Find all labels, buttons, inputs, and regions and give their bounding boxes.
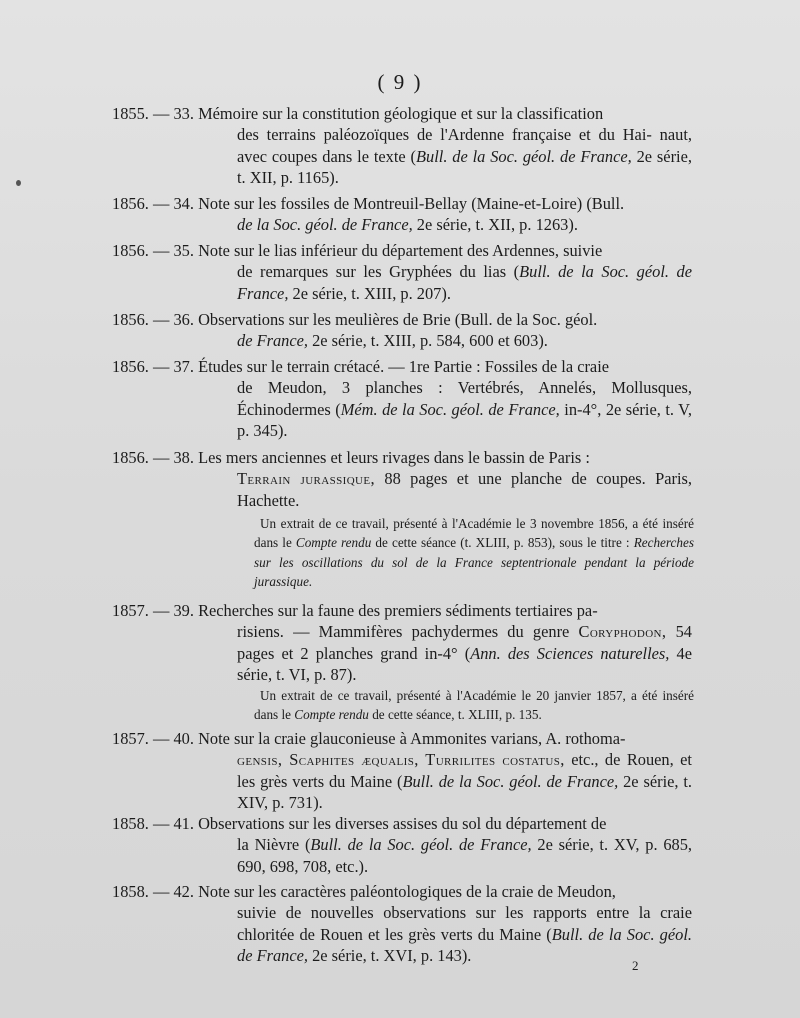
entry-first-line: 1856. — 35. Note sur le lias inférieur du département des Ardennes, suivie xyxy=(112,241,603,260)
entry-first-line: 1857. — 39. Recherches sur la faune des premiers sédiments tertiaires pa- xyxy=(112,601,598,620)
entry-first-line: 1858. — 42. Note sur les caractères paléontologiques de la craie de Meudon, xyxy=(112,882,616,901)
entry-continuation: la Nièvre (Bull. de la Soc. géol. de France, 2e série, t. XV, p. 685, 690, 698, 708, etc.). xyxy=(237,835,693,876)
entry-first-line: 1856. — 36. Observations sur les meulières de Brie (Bull. de la Soc. géol. xyxy=(112,310,598,329)
entry-continuation: Terrain jurassique, 88 pages et une planche de coupes. Paris, Hachette. xyxy=(237,469,692,510)
page-number: ( 9 ) xyxy=(377,70,423,94)
bibliography-entry xyxy=(112,728,692,813)
entry-continuation: gensis, Scaphites æqualis, Turrilites costatus, etc., de Rouen, et les grès verts du Maine (Bull. de la Soc. géol. de France, 2e série, t. XIV, p. 731). xyxy=(237,750,693,812)
entry-continuation: suivie de nouvelles observations sur les rapports entre la craie chloritée de Rouen et les grès verts du Maine (Bull. de la Soc. géol. de France, 2e série, t. XVI, p. 143). xyxy=(237,903,693,965)
bibliography-entry xyxy=(112,193,692,236)
entry-first-line: 1856. — 38. Les mers anciennes et leurs rivages dans le bassin de Paris : xyxy=(112,448,590,467)
entry-continuation: risiens. — Mammifères pachydermes du genre Coryphodon, 54 pages et 2 planches grand in-4° (Ann. des Sciences naturelles, 4e série, t. VI, p. 87). xyxy=(237,622,692,684)
bibliography-entry xyxy=(112,881,692,966)
entry-first-line: 1855. — 33. Mémoire sur la constitution géologique et sur la classification xyxy=(112,104,604,123)
bibliography-entry xyxy=(112,240,692,304)
entry-first-line: 1856. — 34. Note sur les fossiles de Montreuil-Bellay (Maine-et-Loire) (Bull. xyxy=(112,194,625,213)
bibliography-entry xyxy=(112,103,692,188)
bibliography-entry xyxy=(112,309,692,352)
entry-note: Un extrait de ce travail, présenté à l'Académie le 3 novembre 1856, a été inséré dans le Compte rendu de cette séance (t. XLIII, p. 853), sous le titre : Recherches sur les oscillations du sol de la France septentrionale pendant la période jurassique. xyxy=(254,516,694,589)
entry-continuation: de remarques sur les Gryphées du lias (Bull. de la Soc. géol. de France, 2e série, t. XIII, p. 207). xyxy=(237,262,692,303)
entry-first-line: 1857. — 40. Note sur la craie glauconieuse à Ammonites varians, A. rothoma- xyxy=(112,729,626,748)
entry-note: Un extrait de ce travail, présenté à l'Académie le 20 janvier 1857, a été inséré dans le Compte rendu de cette séance, t. XLIII, p. 135. xyxy=(254,688,694,723)
bibliography-entry xyxy=(112,813,692,877)
entry-continuation: des terrains paléozoïques de l'Ardenne française et du Hai- naut, avec coupes dans le texte (Bull. de la Soc. géol. de France, 2e série, t. XII, p. 1165). xyxy=(237,125,692,187)
entry-first-line: 1858. — 41. Observations sur les diverses assises du sol du département de xyxy=(112,814,607,833)
entry-first-line: 1856. — 37. Études sur le terrain crétacé. — 1re Partie : Fossiles de la craie xyxy=(112,357,610,376)
entry-continuation: de France, 2e série, t. XIII, p. 584, 600 et 603). xyxy=(237,331,548,351)
bibliography-entry xyxy=(112,447,692,511)
signature-mark: 2 xyxy=(632,958,639,973)
entry-continuation: de la Soc. géol. de France, 2e série, t. XII, p. 1263). xyxy=(237,215,578,235)
entry-continuation: de Meudon, 3 planches : Vertébrés, Annelés, Mollusques, Échinodermes (Mém. de la Soc. géol. de France, in-4°, 2e série, t. V, p. 345). xyxy=(237,378,692,440)
bibliography-entry xyxy=(112,600,692,685)
ink-dot xyxy=(16,180,21,186)
bibliography-entry xyxy=(112,356,692,441)
